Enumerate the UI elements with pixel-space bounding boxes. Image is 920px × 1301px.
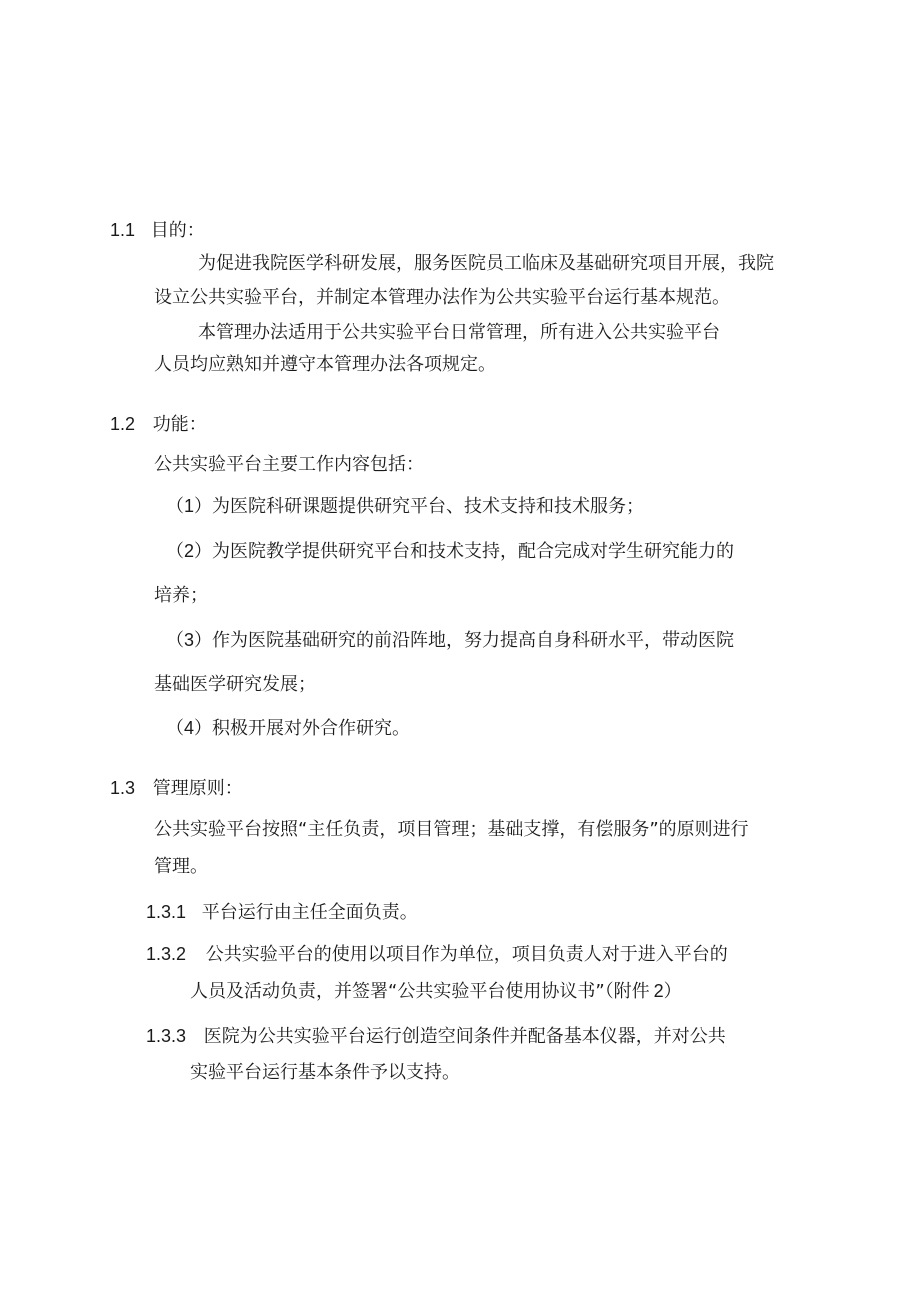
subsection-number: 1.3.2	[146, 944, 187, 964]
paragraph-line: 管理。	[154, 856, 208, 877]
item-text: 为医院科研课题提供研究平台、技术支持和技术服务；	[212, 496, 645, 517]
subsection-1-3-1	[146, 900, 418, 925]
item-continuation: 基础医学研究发展；	[154, 674, 316, 695]
section-number: 1.1	[110, 220, 136, 240]
section-number: 1.2	[110, 414, 136, 434]
list-item: （3）作为医院基础研究的前沿阵地，努力提高自身科研水平，带动医院	[166, 630, 735, 651]
item-number: 4	[184, 718, 195, 738]
subsection-number: 1.3.3	[146, 1026, 187, 1046]
list-item: （1）为医院科研课题提供研究平台、技术支持和技术服务；	[166, 496, 645, 517]
attachment-number: 2）	[653, 981, 682, 1001]
subsection-1-3-3	[146, 1024, 726, 1049]
paragraph-line: 公共实验平台按照“主任负责，项目管理；基础支撑，有偿服务”的原则进行	[154, 819, 749, 840]
item-continuation: 培养；	[154, 585, 208, 606]
section-title: 管理原则：	[152, 778, 243, 799]
section-heading-1-1	[110, 218, 205, 243]
paragraph-line: 本管理办法适用于公共实验平台日常管理，所有进入公共实验平台	[198, 322, 720, 343]
item-text: 作为医院基础研究的前沿阵地，努力提高自身科研水平，带动医院	[212, 630, 735, 651]
subsection-text: 医院为公共实验平台运行创造空间条件并配备基本仪器，并对公共	[203, 1026, 726, 1047]
paragraph-line: 人员均应熟知并遵守本管理办法各项规定。	[154, 354, 496, 375]
paragraph-line: 设立公共实验平台，并制定本管理办法作为公共实验平台运行基本规范。	[154, 287, 730, 308]
item-text: 为医院教学提供研究平台和技术支持，配合完成对学生研究能力的	[212, 541, 735, 562]
section-title: 功能：	[152, 414, 207, 435]
item-number: 1	[184, 496, 195, 516]
subsection-text: 公共实验平台的使用以项目作为单位，项目负责人对于进入平台的	[205, 944, 728, 965]
subsection-text: 平台运行由主任全面负责。	[201, 902, 418, 923]
item-number: 2	[184, 541, 195, 561]
subsection-1-3-2	[146, 942, 728, 967]
list-item: （4）积极开展对外合作研究。	[166, 718, 411, 739]
subsection-number: 1.3.1	[146, 902, 187, 922]
paragraph-line: 为促进我院医学科研发展，服务医院员工临床及基础研究项目开展，我院	[198, 253, 774, 274]
subsection-continuation: 实验平台运行基本条件予以支持。	[190, 1062, 460, 1083]
item-number: 3	[184, 630, 195, 650]
paragraph-line: 公共实验平台主要工作内容包括：	[154, 454, 424, 475]
section-title: 目的：	[150, 220, 205, 241]
section-heading-1-2	[110, 412, 207, 437]
item-text: 积极开展对外合作研究。	[212, 718, 411, 739]
subsection-text: 人员及活动负责，并签署“公共实验平台使用协议书”（附件	[190, 981, 650, 1002]
section-number: 1.3	[110, 778, 136, 798]
section-heading-1-3	[110, 776, 243, 801]
subsection-continuation	[190, 979, 682, 1004]
list-item: （2）为医院教学提供研究平台和技术支持，配合完成对学生研究能力的	[166, 541, 735, 562]
